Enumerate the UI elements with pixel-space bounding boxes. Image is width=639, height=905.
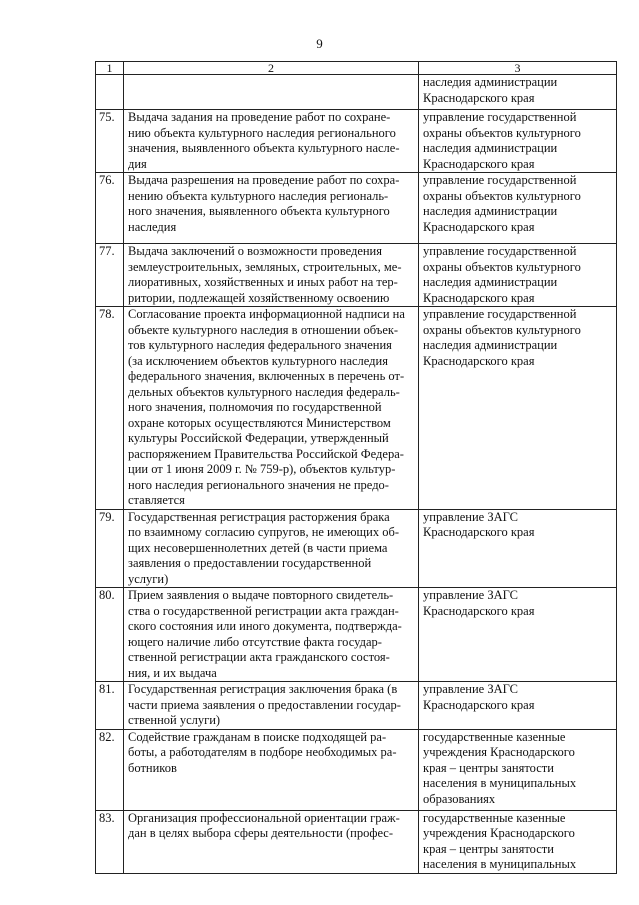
- authority-line: населения в муниципальных: [423, 857, 577, 871]
- service-line: ственной регистрации акта гражданского состоя-: [128, 650, 390, 664]
- service-line: заявления о предоставлении государственной: [128, 556, 372, 570]
- header-col-2: 2: [124, 62, 419, 75]
- authority-line: охраны объектов культурного: [423, 259, 581, 274]
- service-description: [124, 588, 419, 682]
- service-description: [124, 810, 419, 873]
- service-line: Прием заявления о выдаче повторного свидетель-: [128, 588, 394, 602]
- row-number: 79.: [96, 509, 124, 588]
- service-line: ного наследия регионального значения не предо-: [128, 477, 389, 492]
- responsible-authority: [419, 682, 617, 730]
- row-number: 75.: [96, 110, 124, 173]
- authority-line: охраны объектов культурного: [423, 322, 581, 337]
- authority-line: наследия администрации: [423, 338, 558, 352]
- service-line: значения, выявленного объекта культурного насле-: [128, 141, 400, 155]
- row-number: 78.: [96, 307, 124, 510]
- service-line: тов культурного наследия федерального значения: [128, 338, 392, 352]
- service-line: щих несовершеннолетних детей (в части приема: [128, 540, 388, 555]
- service-line: Согласование проекта информационной надписи на: [128, 307, 405, 321]
- header-row: [96, 62, 617, 75]
- header-col-1: 1: [96, 62, 124, 75]
- service-line: ного значения, выявленного объекта культурного: [128, 204, 390, 218]
- table-row: [96, 307, 617, 510]
- service-description: [124, 729, 419, 810]
- table-row: [96, 682, 617, 730]
- service-description: [124, 75, 419, 110]
- header-col-3: 3: [419, 62, 617, 75]
- authority-line: наследия администрации: [423, 75, 558, 89]
- service-line: Государственная регистрация заключения брака (в: [128, 682, 398, 696]
- service-line: ского состояния или иного документа, подтвержда-: [128, 619, 402, 633]
- service-description: [124, 244, 419, 307]
- responsible-authority: [419, 110, 617, 173]
- service-line: культуры Российской Федерации, утвержденный: [128, 431, 389, 445]
- row-number: 83.: [96, 810, 124, 873]
- service-line: объекте культурного наследия в отношении объек-: [128, 322, 399, 337]
- service-line: (за исключением объектов культурного наследия: [128, 353, 388, 368]
- row-number: 80.: [96, 588, 124, 682]
- table-row: [96, 173, 617, 244]
- authority-line: образованиях: [423, 791, 496, 806]
- service-line: ственной услуги): [128, 713, 221, 727]
- authority-line: управление государственной: [423, 307, 577, 321]
- service-line: ства о государственной регистрации акта граждан-: [128, 603, 399, 618]
- service-line: ставляется: [128, 493, 185, 507]
- service-line: ции от 1 июня 2009 г. № 759-р), объектов культур-: [128, 462, 396, 476]
- row-number: 77.: [96, 244, 124, 307]
- service-line: Содействие гражданам в поиске подходящей ра-: [128, 729, 387, 744]
- table-header: [96, 62, 617, 75]
- responsible-authority: [419, 810, 617, 873]
- authority-line: Краснодарского края: [423, 603, 535, 618]
- authority-line: государственные казенные: [423, 810, 566, 825]
- authority-line: учреждения Краснодарского: [423, 826, 575, 840]
- service-line: Выдача разрешения на проведение работ по сохра-: [128, 173, 400, 187]
- authority-line: управление ЗАГС: [423, 588, 519, 602]
- table-body: [96, 75, 617, 874]
- authority-line: Краснодарского края: [423, 290, 535, 305]
- service-line: нению объекта культурного наследия региональ-: [128, 188, 389, 203]
- authority-line: Краснодарского края: [423, 353, 535, 368]
- service-line: Государственная регистрация расторжения брака: [128, 509, 390, 524]
- service-description: [124, 509, 419, 588]
- authority-line: Краснодарского края: [423, 219, 535, 234]
- authority-line: учреждения Краснодарского: [423, 745, 575, 759]
- authority-line: края – центры занятости: [423, 841, 554, 856]
- service-line: боты, а работодателям в подборе необходимых ра-: [128, 745, 397, 759]
- service-line: по взаимному согласию супругов, не имеющих об-: [128, 525, 400, 539]
- service-line: Выдача задания на проведение работ по сохране-: [128, 110, 391, 124]
- responsible-authority: [419, 244, 617, 307]
- service-description: [124, 682, 419, 730]
- services-table: [95, 61, 617, 874]
- responsible-authority: [419, 307, 617, 510]
- table-row: [96, 810, 617, 873]
- service-line: Выдача заключений о возможности проведения: [128, 244, 382, 258]
- service-line: землеустроительных, земляных, строительных, ме-: [128, 259, 402, 274]
- responsible-authority: [419, 173, 617, 244]
- authority-line: государственные казенные: [423, 729, 566, 744]
- service-line: федерального значения, включенных в перечень от-: [128, 369, 405, 383]
- responsible-authority: [419, 729, 617, 810]
- service-description: [124, 307, 419, 510]
- service-line: дия: [128, 156, 147, 171]
- service-line: ботников: [128, 760, 177, 775]
- service-line: ритории, подлежащей хозяйственному освоению: [128, 290, 390, 305]
- responsible-authority: [419, 588, 617, 682]
- authority-line: управление государственной: [423, 173, 577, 187]
- service-line: дельных объектов культурного наследия федераль-: [128, 384, 400, 399]
- row-number: [96, 75, 124, 110]
- authority-line: наследия администрации: [423, 141, 558, 155]
- authority-line: Краснодарского края: [423, 525, 535, 539]
- service-description: [124, 110, 419, 173]
- authority-line: Краснодарского края: [423, 90, 535, 105]
- service-line: Организация профессиональной ориентации граж-: [128, 810, 400, 825]
- authority-line: охраны объектов культурного: [423, 188, 581, 203]
- authority-line: Краснодарского края: [423, 697, 535, 712]
- authority-line: управление государственной: [423, 110, 577, 124]
- table-row: [96, 588, 617, 682]
- authority-line: наследия администрации: [423, 275, 558, 289]
- row-number: 81.: [96, 682, 124, 730]
- authority-line: Краснодарского края: [423, 156, 535, 171]
- table-row: [96, 244, 617, 307]
- table-row: [96, 509, 617, 588]
- service-line: охране которых осуществляются Министерством: [128, 415, 391, 430]
- responsible-authority: [419, 509, 617, 588]
- table-row: [96, 729, 617, 810]
- service-line: ющего наличие либо отсутствие факта государ-: [128, 634, 382, 649]
- responsible-authority: [419, 75, 617, 110]
- authority-line: охраны объектов культурного: [423, 125, 581, 140]
- row-number: 82.: [96, 729, 124, 810]
- service-line: части приема заявления о предоставлении государ-: [128, 697, 401, 712]
- service-line: наследия: [128, 219, 177, 234]
- service-line: ного значения, полномочия по государственной: [128, 400, 382, 414]
- authority-line: управление ЗАГС: [423, 682, 519, 696]
- authority-line: населения в муниципальных: [423, 776, 577, 790]
- authority-line: управление государственной: [423, 244, 577, 258]
- authority-line: управление ЗАГС: [423, 509, 519, 524]
- authority-line: края – центры занятости: [423, 760, 554, 775]
- service-line: нию объекта культурного наследия регионального: [128, 125, 396, 140]
- service-line: дан в целях выбора сферы деятельности (профес-: [128, 826, 394, 840]
- service-line: ния, и их выдача: [128, 665, 217, 680]
- table-row: [96, 75, 617, 110]
- authority-line: наследия администрации: [423, 204, 558, 218]
- service-line: лиоративных, хозяйственных и иных работ на тер-: [128, 275, 398, 289]
- page-number: 9: [316, 36, 323, 51]
- service-description: [124, 173, 419, 244]
- row-number: 76.: [96, 173, 124, 244]
- service-line: распоряжением Правительства Российской Федера-: [128, 446, 404, 461]
- table-row: [96, 110, 617, 173]
- service-line: услуги): [128, 571, 169, 586]
